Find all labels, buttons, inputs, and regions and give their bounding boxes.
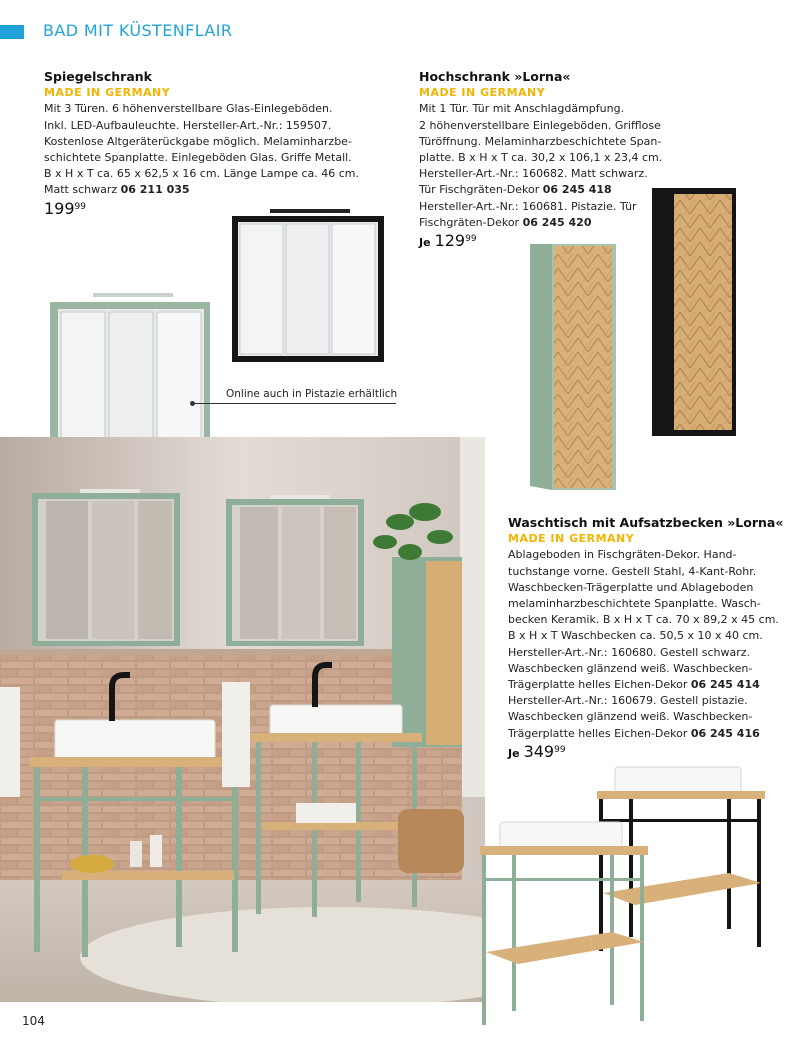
price-main: 129: [434, 231, 466, 251]
desc-line: Türöffnung. Melaminharzbeschichtete Span-: [419, 134, 662, 148]
product-hochschrank: [419, 69, 679, 251]
desc-line: Mit 3 Türen. 6 höhenverstellbare Glas-Einlegeböden.: [44, 102, 333, 116]
product-name: Spiegelschrank: [44, 69, 152, 84]
product-name: Waschtisch mit Aufsatzbecken »Lorna«: [508, 515, 784, 530]
page-number: 104: [22, 1014, 45, 1028]
desc-line: Waschbecken glänzend weiß. Waschbecken-: [508, 661, 753, 675]
desc-text: Trägerplatte helles Eichen-Dekor: [508, 726, 691, 740]
desc-line: becken Keramik. B x H x T ca. 70 x 89,2 x 45 cm.: [508, 613, 779, 627]
desc-line: [508, 726, 798, 742]
desc-line: Kostenlose Altgeräterückgabe möglich. Melaminharzbe-: [44, 134, 352, 148]
product-spiegelschrank: [44, 69, 384, 217]
desc-line: B x H x T Waschbecken ca. 50,5 x 10 x 40 cm.: [508, 629, 763, 643]
article-number: 06 245 414: [690, 678, 760, 692]
desc-text: Tür Fischgräten-Dekor: [419, 183, 543, 197]
bathroom-scene-photo: [0, 437, 485, 1002]
desc-line: Inkl. LED-Aufbauleuchte. Hersteller-Art.-Nr.: 159507.: [44, 118, 332, 132]
desc-text: Trägerplatte helles Eichen-Dekor: [508, 678, 691, 692]
desc-line: Waschbecken glänzend weiß. Waschbecken-: [508, 710, 753, 724]
made-in-label: MADE IN GERMANY: [419, 86, 546, 100]
desc-line: [419, 182, 679, 198]
hochschrank-pistazie-image: [528, 240, 618, 492]
price-main: 349: [523, 741, 555, 761]
price-main: 199: [44, 198, 75, 218]
made-in-label: MADE IN GERMANY: [44, 86, 171, 100]
made-in-label: MADE IN GERMANY: [508, 532, 635, 546]
desc-line: Mit 1 Tür. Tür mit Anschlagdämpfung.: [419, 102, 625, 116]
product-name: Hochschrank »Lorna«: [419, 69, 571, 84]
price-prefix: Je: [419, 236, 431, 250]
desc-line: B x H x T ca. 65 x 62,5 x 16 cm. Länge Lampe ca. 46 cm.: [44, 167, 360, 181]
spiegelschrank-pistazie-image: [48, 292, 212, 454]
price-prefix: Je: [508, 746, 520, 760]
article-number: 06 245 420: [522, 215, 592, 229]
desc-line: Hersteller-Art.-Nr.: 160681. Pistazie. Tür: [419, 199, 637, 213]
desc-line: melaminharzbeschichtete Spanplatte. Wasch-: [508, 597, 761, 611]
desc-line: schichtete Spanplatte. Einlegeböden Glas. Griffe Metall.: [44, 151, 352, 165]
desc-line: Ablageboden in Fischgräten-Dekor. Hand-: [508, 548, 737, 562]
article-number: 06 211 035: [120, 183, 190, 197]
section-title: BAD MIT KÜSTENFLAIR: [43, 21, 233, 40]
desc-text: Fischgräten-Dekor: [419, 215, 523, 229]
article-number: 06 245 416: [690, 726, 760, 740]
desc-line: tuchstange vorne. Gestell Stahl, 4-Kant-Rohr.: [508, 564, 757, 578]
desc-line: [508, 677, 798, 693]
article-number: 06 245 418: [542, 183, 612, 197]
header-accent-bar: [0, 25, 24, 39]
desc-line: Hersteller-Art.-Nr.: 160679. Gestell pistazie.: [508, 694, 748, 708]
spiegelschrank-black-image: [230, 208, 386, 364]
callout-line: [193, 403, 396, 404]
waschtisch-pistazie-image: [478, 820, 650, 1030]
price: [508, 741, 798, 762]
desc-line: Waschbecken-Trägerplatte und Ablageboden: [508, 580, 754, 594]
desc-line: Hersteller-Art.-Nr.: 160682. Matt schwarz.: [419, 167, 648, 181]
desc-line: platte. B x H x T ca. 30,2 x 106,1 x 23,4 cm.: [419, 151, 663, 165]
price-cents: 99: [74, 201, 86, 212]
hochschrank-schwarz-image: [650, 186, 736, 438]
price-cents: 99: [554, 744, 566, 755]
desc-line: 2 höhenverstellbare Einlegeböden. Grifflose: [419, 118, 661, 132]
desc-text: Matt schwarz: [44, 183, 121, 197]
desc-line: Hersteller-Art.-Nr.: 160680. Gestell schwarz.: [508, 645, 751, 659]
desc-line: [44, 182, 384, 198]
product-waschtisch: [508, 515, 798, 762]
callout-text: Online auch in Pistazie erhältlich: [226, 388, 398, 400]
desc-line: [419, 215, 679, 231]
price-cents: 99: [465, 234, 477, 245]
